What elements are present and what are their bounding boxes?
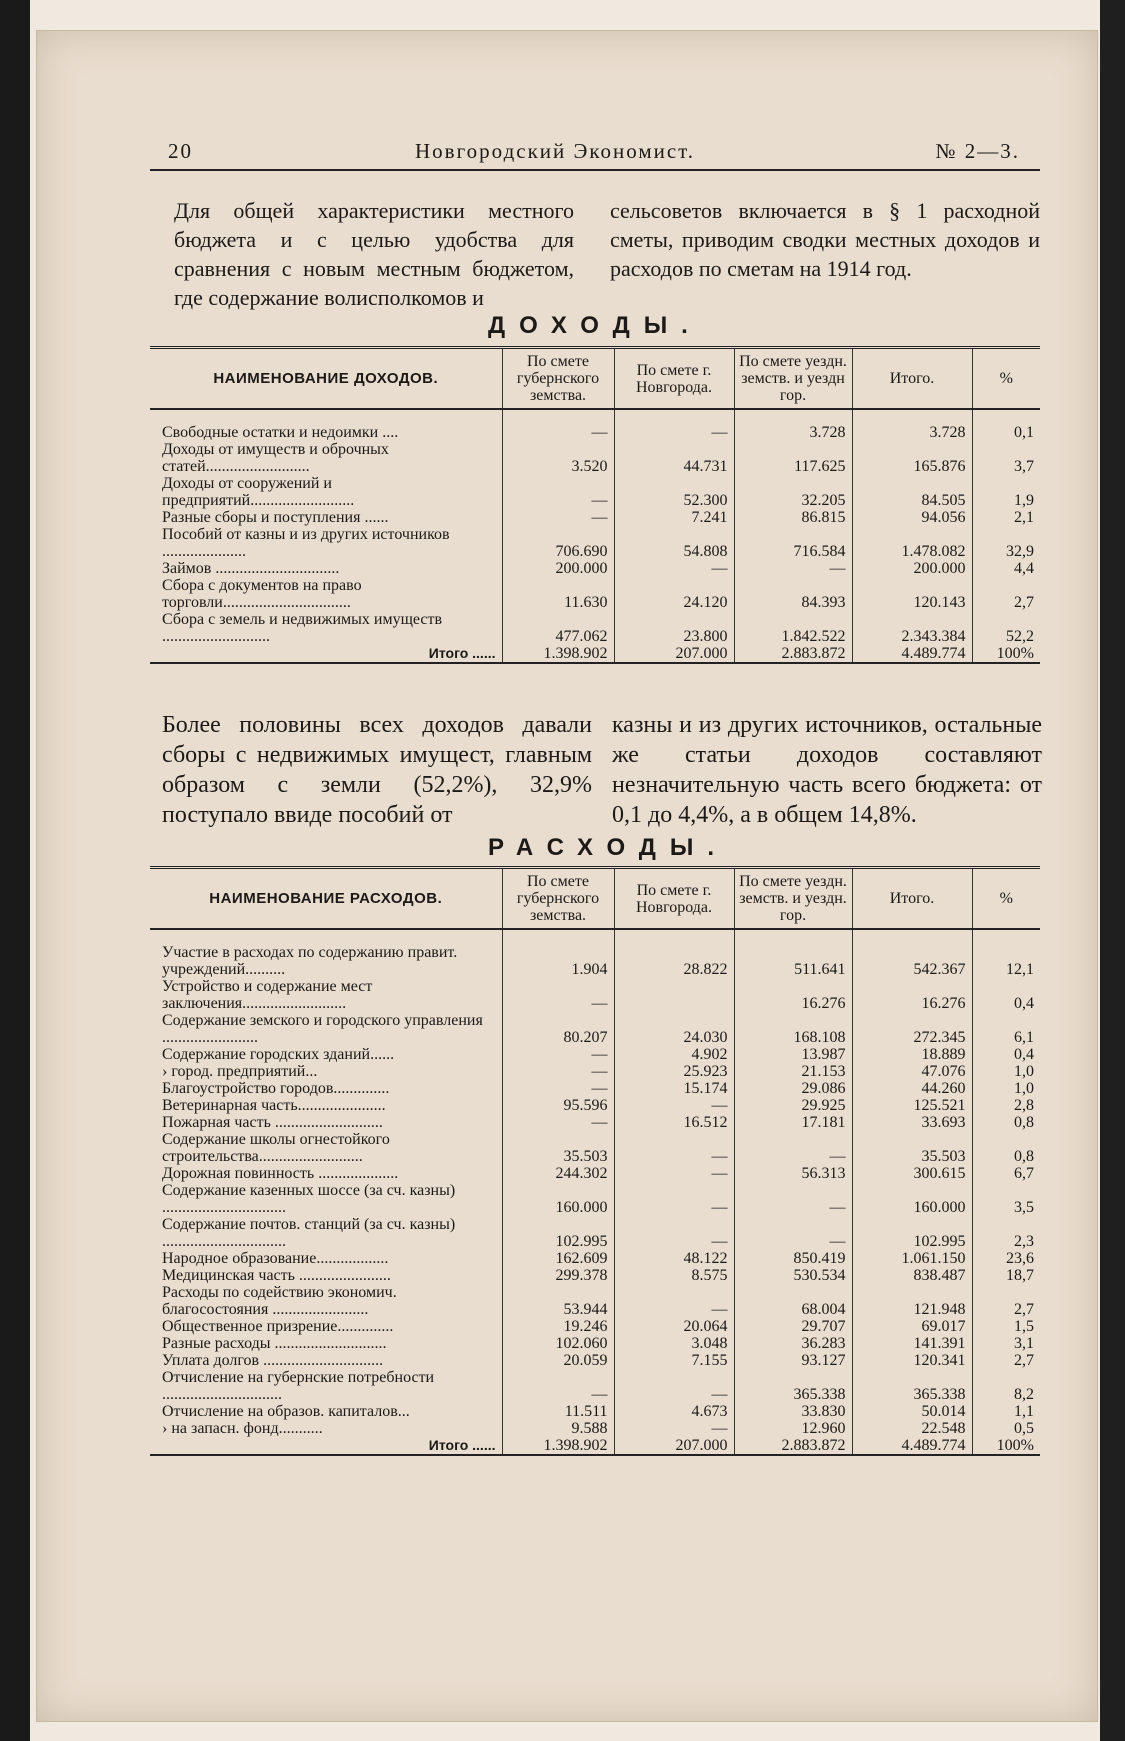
spacer-cell [150,929,502,944]
table-row [150,475,1040,509]
spacer-cell [150,409,502,424]
row-value: — [734,560,852,577]
row-value: — [502,424,614,441]
row-value: 24.030 [614,1012,734,1046]
page-header [150,139,1040,171]
total-value: 100% [972,645,1040,663]
table-row [150,1097,1040,1114]
row-label: Пособий от казны и из других источников ..................... [162,526,450,560]
row-value: 69.017 [852,1318,972,1335]
total-value: 207.000 [614,645,734,663]
table-row [150,560,1040,577]
table-row [150,1369,1040,1403]
expenses-header-uezd: По смете уездн. земств. и уездн. гор. [734,868,852,930]
row-value: 35.503 [852,1131,972,1165]
row-value: 365.338 [852,1369,972,1403]
row-value: — [734,1216,852,1250]
row-value: 50.014 [852,1403,972,1420]
row-label: › на запасн. фонд........... [162,1420,323,1437]
income-header-uezd: По смете уездн. земств. и уездн гор. [734,348,852,410]
row-value: 18,7 [972,1267,1040,1284]
table-row [150,1267,1040,1284]
total-label: Итого ...... [150,645,502,663]
row-value: — [502,1080,614,1097]
row-value: 13.987 [734,1046,852,1063]
row-value: 1.904 [502,944,614,978]
table-row [150,944,1040,978]
row-value: 365.338 [734,1369,852,1403]
row-value: 120.341 [852,1352,972,1369]
row-value: 23.800 [614,611,734,645]
row-value: 3.728 [852,424,972,441]
row-value: 244.302 [502,1165,614,1182]
row-value: — [614,1097,734,1114]
row-label: › город. предприятий... [162,1063,318,1080]
page-number: 20 [168,139,193,163]
row-value: 1.061.150 [852,1250,972,1267]
row-value: 47.076 [852,1063,972,1080]
table-row [150,1403,1040,1420]
row-label: Разные сборы и поступления ...... [162,509,389,526]
row-value: 120.143 [852,577,972,611]
spacer-row [150,929,1040,944]
row-value: 162.609 [502,1250,614,1267]
expenses-body [150,929,1040,1455]
row-value: 24.120 [614,577,734,611]
row-value: 32.205 [734,475,852,509]
row-value: 141.391 [852,1335,972,1352]
spacer-cell [614,409,734,424]
table-row [150,1352,1040,1369]
table-row [150,424,1040,441]
income-header-gub: По смете губернского земства. [502,348,614,410]
expenses-table [150,866,1040,1456]
total-value: 1.398.902 [502,645,614,663]
total-value: 4.489.774 [852,645,972,663]
row-value: 6,1 [972,1012,1040,1046]
row-value: 7.155 [614,1352,734,1369]
row-value: 52,2 [972,611,1040,645]
journal-title: Новгородский Экономист. [415,139,696,163]
row-value: 200.000 [502,560,614,577]
row-label: Сбора с земель и недвижимых имуществ ........................... [162,611,443,645]
row-value: 477.062 [502,611,614,645]
row-label: Участие в расходах по содержанию правит. учреждений.......... [162,944,458,978]
row-value: 86.815 [734,509,852,526]
row-value: 29.925 [734,1097,852,1114]
row-label: Народное образование.................. [162,1250,389,1267]
table-row [150,441,1040,475]
row-value: 33.693 [852,1114,972,1131]
row-value: 84.505 [852,475,972,509]
row-value: 102.995 [502,1216,614,1250]
row-value: 2.343.384 [852,611,972,645]
row-value: 6,7 [972,1165,1040,1182]
row-value: — [502,1114,614,1131]
row-label: Свободные остатки и недоимки .... [162,424,399,441]
income-section-title: ДОХОДЫ. [488,312,702,339]
row-value: 12.960 [734,1420,852,1437]
row-label: Содержание казенных шоссе (за сч. казны) ............................... [162,1182,456,1216]
row-value: 1,9 [972,475,1040,509]
row-label: Доходы от имуществ и оброчных статей.......................... [162,441,389,475]
row-value: 35.503 [502,1131,614,1165]
row-label: Доходы от сооружений и предприятий.......................... [162,475,355,509]
row-value: 102.060 [502,1335,614,1352]
row-label: Содержание городских зданий...... [162,1046,395,1063]
row-value: 48.122 [614,1250,734,1267]
row-value: 44.260 [852,1080,972,1097]
scan-border-right [1100,0,1125,1741]
row-value: — [614,1165,734,1182]
row-value: 80.207 [502,1012,614,1046]
table-row [150,611,1040,645]
row-value: 12,1 [972,944,1040,978]
total-value: 2.883.872 [734,1437,852,1455]
row-value: 23,6 [972,1250,1040,1267]
total-value: 207.000 [614,1437,734,1455]
table-row [150,509,1040,526]
row-label: Сбора с документов на право торговли................................ [162,577,362,611]
spacer-cell [972,929,1040,944]
row-value: 200.000 [852,560,972,577]
row-value: 1.842.522 [734,611,852,645]
table-row [150,1063,1040,1080]
spacer-cell [502,929,614,944]
row-value: 838.487 [852,1267,972,1284]
row-value: 9.588 [502,1420,614,1437]
row-value: 20.059 [502,1352,614,1369]
row-value: 33.830 [734,1403,852,1420]
row-value: — [614,1216,734,1250]
income-body [150,409,1040,663]
row-label: Уплата долгов .............................. [162,1352,384,1369]
row-label: Займов ............................... [162,560,340,577]
row-label: Пожарная часть ........................... [162,1114,383,1131]
row-label: Устройство и содержание мест заключения.......................... [162,978,373,1012]
row-value: 102.995 [852,1216,972,1250]
scan-border-left [0,0,30,1741]
row-value: 17.181 [734,1114,852,1131]
expenses-header-percent: % [972,868,1040,930]
row-value: 56.313 [734,1165,852,1182]
row-label: Отчисление на губернские потребности .............................. [162,1369,435,1403]
row-value: — [614,1420,734,1437]
table-row [150,1318,1040,1335]
table-row [150,1420,1040,1437]
table-row [150,1080,1040,1097]
row-value: — [614,560,734,577]
row-value: 2,8 [972,1097,1040,1114]
row-value: 19.246 [502,1318,614,1335]
row-value: 95.596 [502,1097,614,1114]
spacer-cell [502,409,614,424]
table-row [150,526,1040,560]
row-value: 1,0 [972,1080,1040,1097]
row-value: 16.276 [734,978,852,1012]
row-label: Содержание школы огнестойкого строительства.......................... [162,1131,390,1165]
row-value: 16.276 [852,978,972,1012]
row-value: 8,2 [972,1369,1040,1403]
row-label: Отчисление на образов. капиталов... [162,1403,410,1420]
row-value: 542.367 [852,944,972,978]
row-value: 716.584 [734,526,852,560]
table-row [150,1284,1040,1318]
expenses-header-city: По смете г. Новгорода. [614,868,734,930]
row-value: 53.944 [502,1284,614,1318]
row-value: 0,4 [972,1046,1040,1063]
table-row [150,1182,1040,1216]
row-value: 0,4 [972,978,1040,1012]
spacer-cell [852,929,972,944]
expenses-header-row [150,868,1040,930]
row-value: — [502,978,614,1012]
table-row [150,1165,1040,1182]
row-value: 68.004 [734,1284,852,1318]
table-row [150,1250,1040,1267]
table-row [150,1114,1040,1131]
row-value: — [614,1182,734,1216]
income-header-city: По смете г. Новгорода. [614,348,734,410]
row-label: Благоустройство городов.............. [162,1080,390,1097]
row-value: 2,7 [972,1352,1040,1369]
row-value: 7.241 [614,509,734,526]
total-row [150,645,1040,663]
row-label: Общественное призрение.............. [162,1318,394,1335]
row-value: 16.512 [614,1114,734,1131]
spacer-cell [852,409,972,424]
row-value: 3,1 [972,1335,1040,1352]
row-value: 511.641 [734,944,852,978]
row-value: — [734,1182,852,1216]
row-value: — [502,1369,614,1403]
row-value: 52.300 [614,475,734,509]
row-value: 850.419 [734,1250,852,1267]
row-value: 18.889 [852,1046,972,1063]
row-value: — [502,475,614,509]
spacer-cell [734,409,852,424]
row-value: 3.728 [734,424,852,441]
row-value: 299.378 [502,1267,614,1284]
row-value: 1,0 [972,1063,1040,1080]
row-label: Содержание почтов. станций (за сч. казны) ............................... [162,1216,456,1250]
table-row [150,1046,1040,1063]
total-label: Итого ...... [150,1437,502,1455]
row-value: 11.630 [502,577,614,611]
row-value: — [614,1369,734,1403]
expenses-header-total: Итого. [852,868,972,930]
intro-left-column: Для общей характеристики местного бюджета и с целью удобства для сравнения с новым местным бюджетом, где содержание волисполкомов и [174,198,574,310]
spacer-row [150,409,1040,424]
row-value: 3,7 [972,441,1040,475]
row-label: Ветеринарная часть...................... [162,1097,386,1114]
total-value: 100% [972,1437,1040,1455]
row-label: Медицинская часть ....................... [162,1267,391,1284]
row-value: — [614,1131,734,1165]
row-value: 21.153 [734,1063,852,1080]
income-header-percent: % [972,348,1040,410]
intro-right-column: сельсоветов включается в § 1 расходной сметы, приводим сводки местных доходов и расходов по сметам на 1914 год. [610,198,1040,281]
row-value: — [614,424,734,441]
row-value: 2,3 [972,1216,1040,1250]
row-value: 2,7 [972,577,1040,611]
row-value: 2,1 [972,509,1040,526]
row-value [614,978,734,1012]
row-value: 32,9 [972,526,1040,560]
row-value: 1,1 [972,1403,1040,1420]
row-value: 94.056 [852,509,972,526]
row-value: 165.876 [852,441,972,475]
row-value: — [614,1284,734,1318]
row-label: Расходы по содействию экономич. благосостояния ........................ [162,1284,397,1318]
row-value: 300.615 [852,1165,972,1182]
row-value: 4,4 [972,560,1040,577]
table-row [150,978,1040,1012]
row-value: 117.625 [734,441,852,475]
spacer-cell [734,929,852,944]
row-value: 1.478.082 [852,526,972,560]
row-value: 20.064 [614,1318,734,1335]
row-value: 2,7 [972,1284,1040,1318]
total-value: 1.398.902 [502,1437,614,1455]
expenses-header-gub: По смете губернского земства. [502,868,614,930]
table-row [150,1335,1040,1352]
table-row [150,1131,1040,1165]
row-value: — [502,1046,614,1063]
row-value: 3.048 [614,1335,734,1352]
row-value: 84.393 [734,577,852,611]
row-value: — [502,1063,614,1080]
row-label: Разные расходы ............................ [162,1335,387,1352]
issue-number: № 2—3. [935,139,1020,163]
row-label: Дорожная повинность .................... [162,1165,399,1182]
row-value: 121.948 [852,1284,972,1318]
expenses-header-name: НАИМЕНОВАНИЕ РАСХОДОВ. [150,868,502,930]
spacer-cell [972,409,1040,424]
spacer-cell [614,929,734,944]
row-value: 706.690 [502,526,614,560]
row-value: 54.808 [614,526,734,560]
row-value: — [502,509,614,526]
row-value: 272.345 [852,1012,972,1046]
row-value: 25.923 [614,1063,734,1080]
row-value: 4.673 [614,1403,734,1420]
total-value: 4.489.774 [852,1437,972,1455]
middle-left-column: Более половины всех доходов давали сборы с недвижимых имущест, главным образом с земли (52,2%), 32,9% поступало ввиде пособий от [162,712,592,828]
total-row [150,1437,1040,1455]
middle-right-column: казны и из других источников, остальные же статьи доходов составляют незначительную часть всего бюджета: от 0,1 до 4,4%, а в общем 14,8%. [612,712,1042,828]
income-header-name: НАИМЕНОВАНИЕ ДОХОДОВ. [150,348,502,410]
row-value: 29.086 [734,1080,852,1097]
row-label: Содержание земского и городского управления ........................ [162,1012,483,1046]
row-value: 11.511 [502,1403,614,1420]
row-value: 36.283 [734,1335,852,1352]
row-value: 3.520 [502,441,614,475]
row-value: 160.000 [502,1182,614,1216]
row-value: 44.731 [614,441,734,475]
row-value: 4.902 [614,1046,734,1063]
row-value: 15.174 [614,1080,734,1097]
table-row [150,1012,1040,1046]
row-value: 0,5 [972,1420,1040,1437]
row-value: 29.707 [734,1318,852,1335]
row-value: 8.575 [614,1267,734,1284]
row-value: — [734,1131,852,1165]
row-value: 530.534 [734,1267,852,1284]
income-header-total: Итого. [852,348,972,410]
row-value: 22.548 [852,1420,972,1437]
row-value: 3,5 [972,1182,1040,1216]
table-row [150,1216,1040,1250]
row-value: 93.127 [734,1352,852,1369]
row-value: 0,1 [972,424,1040,441]
row-value: 160.000 [852,1182,972,1216]
expenses-section-title: РАСХОДЫ. [488,834,729,861]
row-value: 168.108 [734,1012,852,1046]
income-table [150,346,1040,664]
row-value: 0,8 [972,1131,1040,1165]
row-value: 1,5 [972,1318,1040,1335]
income-header-row [150,348,1040,410]
row-value: 0,8 [972,1114,1040,1131]
row-value: 28.822 [614,944,734,978]
total-value: 2.883.872 [734,645,852,663]
table-row [150,577,1040,611]
row-value: 125.521 [852,1097,972,1114]
